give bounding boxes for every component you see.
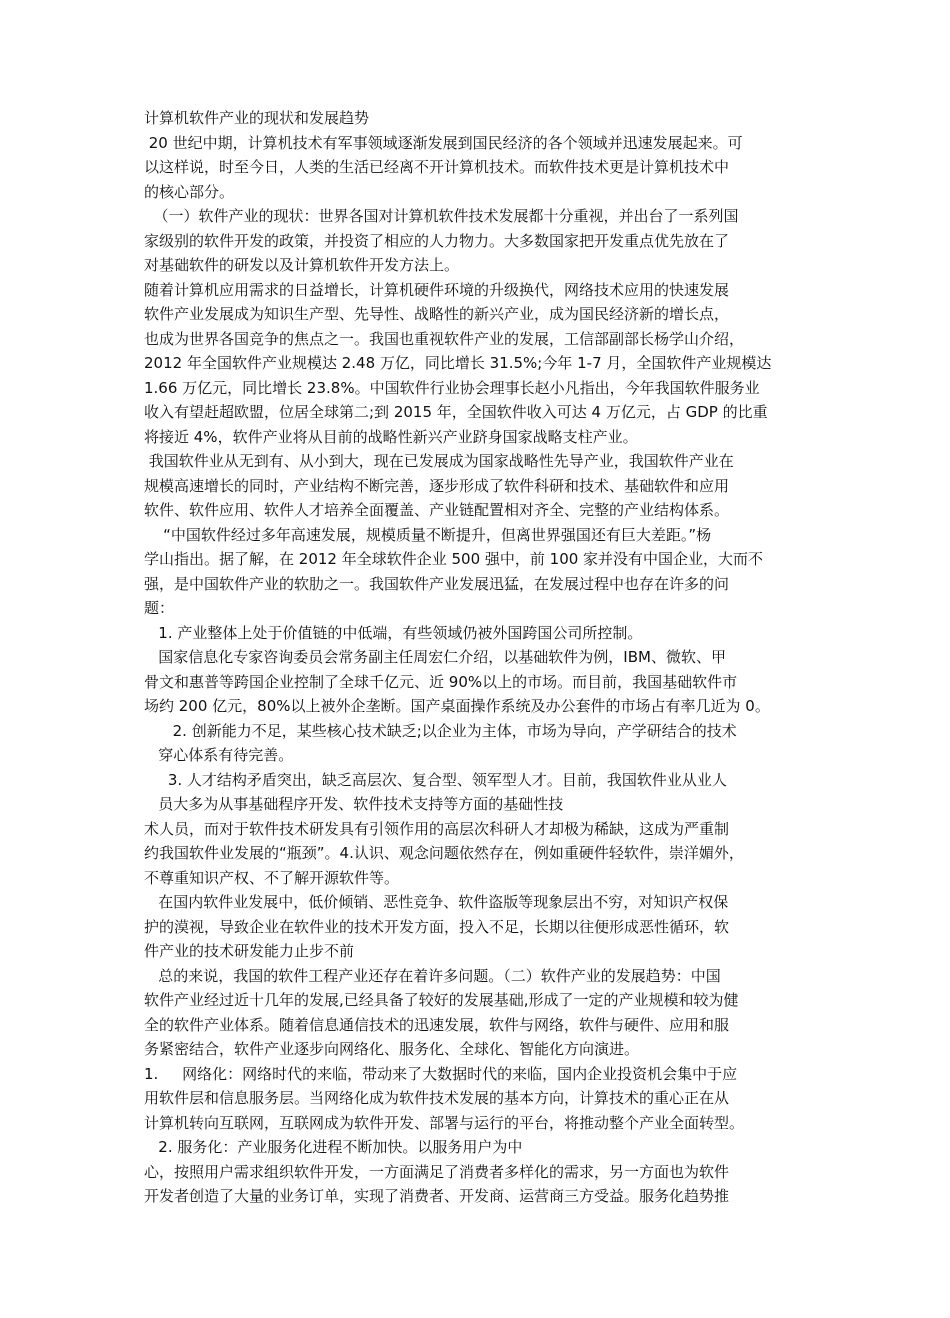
text-line: 软件、软件应用、软件人才培养全面覆盖、产业链配置相对齐全、完整的产业结构体系。 <box>144 501 730 519</box>
text-line: 也成为世界各国竞争的焦点之一。我国也重视软件产业的发展，工信部副部长杨学山介绍， <box>144 329 745 348</box>
document-title: 计算机软件产业的现状和发展趋势 <box>144 109 370 127</box>
text-line: 3. 人才结构矛盾突出，缺乏高层次、复合型、领军型人才。目前，我国软件业从业人 <box>144 770 727 789</box>
text-line: 穿心体系有待完善。 <box>144 746 294 764</box>
text-line: （一）软件产业的现状：世界各国对计算机软件技术发展都十分重视，并出台了一系列国 <box>144 207 739 225</box>
text-line: 学山指出。据了解，在 2012 年全球软件企业 500 强中，前 100 家并没有中国企业，大而不 <box>144 550 764 568</box>
text-line: 1.66 万亿元，同比增长 23.8%。中国软件行业协会理事长赵小凡指出，今年我国软件服务业 <box>144 378 760 397</box>
text-line: 务紧密结合，软件产业逐步向网络化、服务化、全球化、智能化方向演进。 <box>144 1040 640 1058</box>
text-line: 2. 服务化：产业服务化进程不断加快。以服务用户为中 <box>144 1138 523 1156</box>
text-line: 骨文和惠普等跨国企业控制了全球千亿元、近 90%以上的市场。而目前，我国基础软件市 <box>144 672 738 691</box>
text-line: 心，按照用户需求组织软件开发，一方面满足了消费者多样化的需求，另一方面也为软件 <box>144 1162 730 1181</box>
text-line: 总的来说，我国的软件工程产业还存在着许多问题。（二）软件产业的发展趋势：中国 <box>144 966 721 985</box>
text-line: 开发者创造了大量的业务订单，实现了消费者、开发商、运营商三方受益。服务化趋势推 <box>144 1187 730 1205</box>
text-line: 随着计算机应用需求的日益增长，计算机硬件环境的升级换代，网络技术应用的快速发展 <box>144 280 730 299</box>
text-line: 在国内软件业发展中，低价倾销、恶性竞争、软件盗版等现象层出不穷，对知识产权保 <box>144 893 729 911</box>
text-line: 全的软件产业体系。随着信息通信技术的迅速发展，软件与网络，软件与硬件、应用和服 <box>144 1015 730 1034</box>
text-line: 规模高速增长的同时，产业结构不断完善，逐步形成了软件科研和技术、基础软件和应用 <box>144 476 730 495</box>
text-line: “中国软件经过多年高速发展，规模质量不断提升，但离世界强国还有巨大差距。”杨 <box>144 525 712 544</box>
text-line: 软件产业经过近十几年的发展,已经具备了较好的发展基础,形成了一定的产业规模和较为健 <box>144 991 739 1009</box>
text-line: 强，是中国软件产业的软肋之一。我国软件产业发展迅猛，在发展过程中也存在许多的问 <box>144 574 730 593</box>
text-line: 2012 年全国软件产业规模达 2.48 万亿，同比增长 31.5%;今年 1-7 月，全国软件产业规模达 <box>144 354 772 372</box>
text-line: 不尊重知识产权、不了解开源软件等。 <box>144 868 400 887</box>
text-line: 术人员，而对于软件技术研发具有引领作用的高层次科研人才却极为稀缺，这成为严重制 <box>144 819 730 838</box>
text-line: 1. 产业整体上处于价值链的中低端，有些领域仍被外国跨国公司所控制。 <box>144 623 643 642</box>
text-line: 以这样说，时至今日，人类的生活已经离不开计算机技术。而软件技术更是计算机技术中 <box>144 158 730 176</box>
text-line: 件产业的技术研发能力止步不前 <box>144 942 355 960</box>
text-line: 软件产业发展成为知识生产型、先导性、战略性的新兴产业，成为国民经济新的增长点， <box>144 305 730 323</box>
text-line: 员大多为从事基础程序开发、软件技术支持等方面的基础性技 <box>144 795 564 813</box>
text-line: 2. 创新能力不足，某些核心技术缺乏;以企业为主体，市场为导向，产学研结合的技术 <box>144 721 737 740</box>
text-line: 题： <box>144 599 175 617</box>
text-line: 的核心部分。 <box>144 182 235 201</box>
text-line: 国家信息化专家咨询委员会常务副主任周宏仁介绍，以基础软件为例，IBM、微软、甲 <box>144 648 726 666</box>
text-line: 护的漠视，导致企业在软件业的技术开发方面，投入不足，长期以往便形成恶性循环，软 <box>144 917 730 936</box>
text-line: 我国软件业从无到有、从小到大，现在已发展成为国家战略性先导产业，我国软件产业在 <box>144 452 734 470</box>
text-line: 家级别的软件开发的政策，并投资了相应的人力物力。大多数国家把开发重点优先放在了 <box>144 231 730 250</box>
document-page <box>144 106 824 1209</box>
text-line: 场约 200 亿元，80%以上被外企垄断。国产桌面操作系统及办公套件的市场占有率几近为 0。 <box>144 697 770 715</box>
text-line: 20 世纪中期，计算机技术有军事领域逐渐发展到国民经济的各个领域并迅速发展起来。可 <box>144 133 743 152</box>
text-line: 将接近 4%，软件产业将从目前的战略性新兴产业跻身国家战略支柱产业。 <box>144 427 638 446</box>
text-line: 约我国软件业发展的“瓶颈”。4.认识、观念问题依然存在，例如重硬件轻软件，崇洋媚外， <box>144 844 744 862</box>
text-line: 用软件层和信息服务层。当网络化成为软件技术发展的基本方向，计算技术的重心正在从 <box>144 1089 730 1107</box>
text-line: 计算机转向互联网，互联网成为软件开发、部署与运行的平台，将推动整个产业全面转型。 <box>144 1113 745 1132</box>
text-line: 1. 网络化：网络时代的来临，带动来了大数据时代的来临，国内企业投资机会集中于应 <box>144 1064 738 1083</box>
text-line: 对基础软件的研发以及计算机软件开发方法上。 <box>144 256 460 274</box>
text-line: 收入有望赶超欧盟，位居全球第二;到 2015 年，全国软件收入可达 4 万亿元，占 GDP 的比重 <box>144 403 768 421</box>
